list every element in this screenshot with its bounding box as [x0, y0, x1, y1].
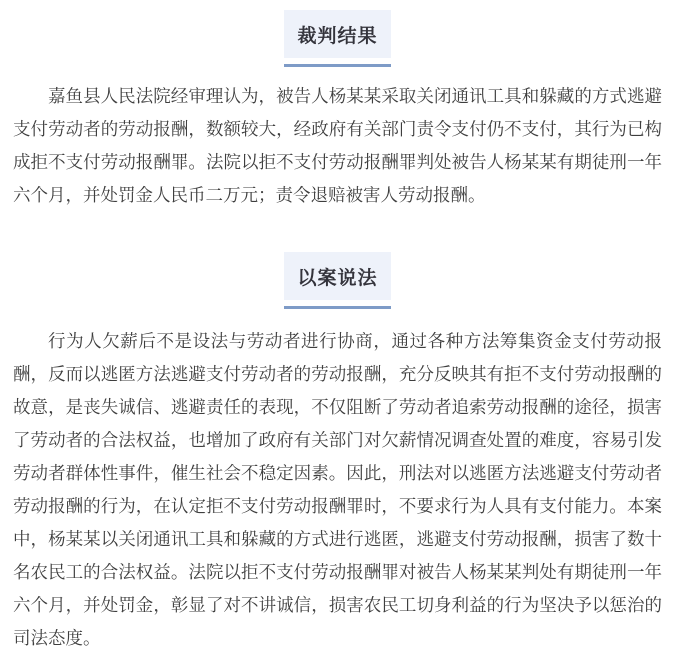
section-case-explanation: [13, 252, 662, 655]
section-title-judgment-result: 裁判结果: [284, 10, 391, 58]
section-title-case-explanation: 以案说法: [284, 252, 391, 300]
section-header: [284, 252, 391, 309]
heading-underline: [284, 64, 391, 67]
section-judgment-result: [13, 10, 662, 212]
heading-underline: [284, 306, 391, 309]
case-explanation-paragraph: 行为人欠薪后不是设法与劳动者进行协商，通过各种方法筹集资金支付劳动报酬，反而以逃匿方法逃避支付劳动者的劳动报酬，充分反映其有拒不支付劳动报酬的故意，是丧失诚信、逃避责任的表现，不仅阻断了劳动者追索劳动报酬的途径，损害了劳动者的合法权益，也增加了政府有关部门对欠薪情况调查处置的难度，容易引发劳动者群体性事件，催生社会不稳定因素。因此，刑法对以逃匿方法逃避支付劳动者劳动报酬的行为，在认定拒不支付劳动报酬罪时，不要求行为人具有支付能力。本案中，杨某某以关闭通讯工具和躲藏的方式进行逃匿，逃避支付劳动报酬，损害了数十名农民工的合法权益。法院以拒不支付劳动报酬罪对被告人杨某某判处有期徒刑一年六个月，并处罚金，彰显了对不讲诚信，损害农民工切身利益的行为坚决予以惩治的司法态度。: [13, 331, 662, 648]
section-header: [284, 10, 391, 67]
judgment-result-paragraph: 嘉鱼县人民法院经审理认为，被告人杨某某采取关闭通讯工具和躲藏的方式逃避支付劳动者的劳动报酬，数额较大，经政府有关部门责令支付仍不支付，其行为已构成拒不支付劳动报酬罪。法院以拒不支付劳动报酬罪判处被告人杨某某有期徒刑一年六个月，并处罚金人民币二万元；责令退赔被害人劳动报酬。: [13, 86, 662, 205]
